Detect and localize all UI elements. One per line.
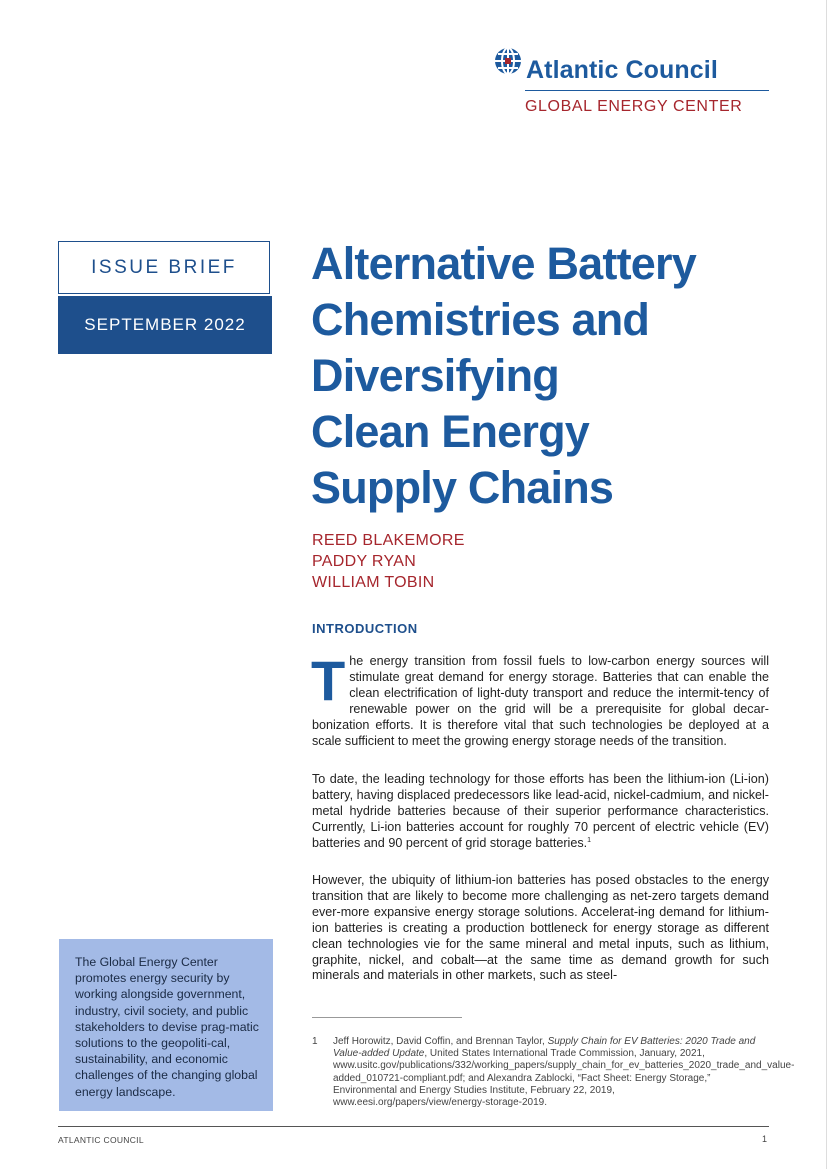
footer-divider (58, 1126, 769, 1127)
atlantic-council-logo (493, 44, 773, 124)
logo-divider (525, 90, 769, 91)
footnote-divider (312, 1017, 462, 1018)
title-line: Diversifying (311, 350, 559, 401)
center-name: GLOBAL ENERGY CENTER (525, 98, 743, 115)
author-name: WILLIAM TOBIN (312, 574, 435, 591)
drop-cap: T (311, 649, 346, 712)
date-badge: SEPTEMBER 2022 (58, 296, 272, 354)
page-number: 1 (762, 1134, 768, 1144)
body-paragraph (311, 649, 769, 749)
section-heading: INTRODUCTION (312, 621, 418, 636)
footnote-rest: , United States International Trade Commission, January, 2021, www.usitc.gov/publications/332/working_papers/supply_chain_for_ev_batteries_2020_trade_and_value-added_010721-compliant.pdf; and Alexandra Zablocki, “Fact Sheet: Energy Storage,” Environmental and Energy Studies Institute, February 22, 2019, www.eesi.org/papers/view/energy-storage-2019. (333, 1048, 795, 1109)
paragraph-text: However, the ubiquity of lithium-ion batteries has posed obstacles to the energy transition that are likely to become more challenging as net-zero targets demand ever-more expansive energy storage solutions. Accelerat-ing demand for lithium-ion batteries is creating a production bottleneck for energy storage as different clean technologies vie for the same mineral and metal inputs, such as lithium, graphite, nickel, and cobalt—at the same time as demand growth for such minerals and materials in other markets, such as steel- (312, 873, 769, 983)
paragraph-text: To date, the leading technology for those efforts has been the lithium-ion (Li-ion) battery, having displaced predecessors like lead-acid, nickel-cadmium, and nickel-metal hydride batteries because of their superior performance characteristics. Currently, Li-ion batteries account for roughly 70 percent of electric vehicle (EV) batteries and 90 percent of grid storage batteries. (312, 772, 769, 850)
paragraph-text: he energy transition from fossil fuels to low-carbon energy sources will stimulate great demand for energy storage. Batteries that can enable the clean electrification of light-duty transport and reduce the intermit-tency of renewable power on the grid will be a prerequisite for global decar-bonization efforts. It is therefore vital that such technologies be deployed at a scale sufficient to meet the growing energy storage needs of the transition. (312, 654, 769, 748)
title-line: Alternative Battery (311, 238, 696, 289)
footnote-authors: Jeff Horowitz, David Coffin, and Brennan Taylor, (333, 1036, 545, 1047)
footer-org: ATLANTIC COUNCIL (58, 1135, 144, 1145)
org-name: Atlantic Council (526, 56, 718, 84)
footnote-title: Supply Chain for EV Batteries: 2020 Trade and Value-added Update (333, 1036, 756, 1060)
page-title (311, 236, 811, 516)
footnote (312, 1036, 795, 1109)
title-line: Supply Chains (311, 462, 614, 513)
globe-icon (493, 46, 523, 76)
author-name: PADDY RYAN (312, 553, 417, 570)
footnote-ref[interactable]: 1 (587, 836, 592, 844)
author-name: REED BLAKEMORE (312, 532, 465, 549)
footnote-number: 1 (312, 1036, 318, 1047)
body-paragraph (312, 873, 769, 984)
author-list (312, 530, 465, 593)
title-line: Clean Energy (311, 406, 590, 457)
footnote-text (333, 1036, 795, 1109)
doc-type-badge: ISSUE BRIEF (58, 241, 270, 294)
title-line: Chemistries and (311, 294, 650, 345)
about-box: The Global Energy Center promotes energy security by working alongside government, industry, civil society, and public stakeholders to devise prag-matic solutions to the geopoliti-cal, sustainability, and economic challenges of the changing global energy landscape. (59, 939, 273, 1111)
body-paragraph (312, 772, 769, 852)
